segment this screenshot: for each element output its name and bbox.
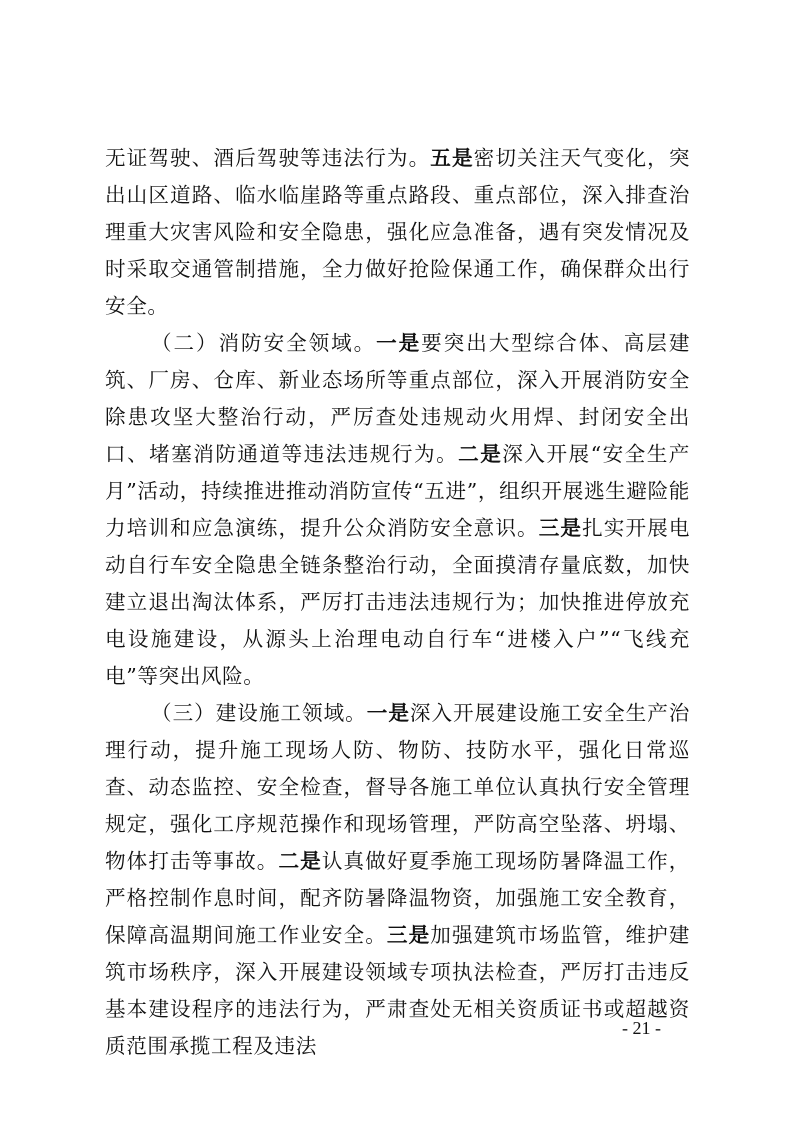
bold-keyword: 三是: [386, 923, 431, 947]
paragraph-text: 深入开展“安全生产月”活动，持续推进推动消防宣传“五进”，组织开展逃生避险能力培训和应急演练，提升公众消防安全意识。: [105, 442, 690, 540]
paragraph-text: （二）消防安全领域。: [151, 331, 377, 355]
paragraph: [105, 325, 690, 695]
paragraph-text: 密切关注天气变化，突出山区道路、临水临崖路等重点路段、重点部位，深入排查治理重大灾害风险和安全隐患，强化应急准备，遇有突发情况及时采取交通管制措施，全力做好抢险保通工作，确保群众出行安全。: [105, 146, 691, 318]
paragraph-text: 认真做好夏季施工现场防暑降温工作，严格控制作息时间，配齐防暑降温物资，加强施工安全教育，保障高温期间施工作业安全。: [105, 849, 690, 947]
paragraph-text: （三）建设施工领域。: [151, 701, 367, 725]
page-number: - 21 -: [622, 1018, 661, 1038]
bold-keyword: 三是: [538, 516, 583, 540]
paragraph: [105, 140, 690, 325]
bold-keyword: 二是: [458, 442, 503, 466]
bold-keyword: 二是: [278, 849, 322, 873]
paragraph-text: 无证驾驶、酒后驾驶等违法行为。: [105, 146, 431, 170]
paragraph-text: 扎实开展电动自行车安全隐患全链条整治行动，全面摸清存量底数，加快建立退出淘汰体系，严厉打击违法违规行为；加快推进停放充电设施建设，从源头上治理电动自行车“进楼入户”“飞线充电”等突出风险。: [105, 516, 691, 688]
paragraph-text: 深入开展建设施工安全生产治理行动，提升施工现场人防、物防、技防水平，强化日常巡查、动态监控、安全检查，督导各施工单位认真执行安全管理规定，强化工序规范操作和现场管理，严防高空坠落、坍塌、物体打击等事故。: [105, 701, 690, 873]
paragraph-text: 加强建筑市场监管，维护建筑市场秩序，深入开展建设领域专项执法检查，严厉打击违反基本建设程序的违法行为，严肃查处无相关资质证书或超越资质范围承揽工程及违法: [105, 923, 690, 1058]
bold-keyword: 一是: [366, 701, 410, 725]
bold-keyword: 一是: [376, 331, 422, 355]
paragraph: [105, 695, 690, 1065]
bold-keyword: 五是: [430, 146, 474, 170]
document-body: [105, 140, 690, 1065]
paragraph-text: 要突出大型综合体、高层建筑、厂房、仓库、新业态场所等重点部位，深入开展消防安全除患攻坚大整治行动，严厉查处违规动火用焊、封闭安全出口、堵塞消防通道等违法违规行为。: [105, 331, 691, 466]
